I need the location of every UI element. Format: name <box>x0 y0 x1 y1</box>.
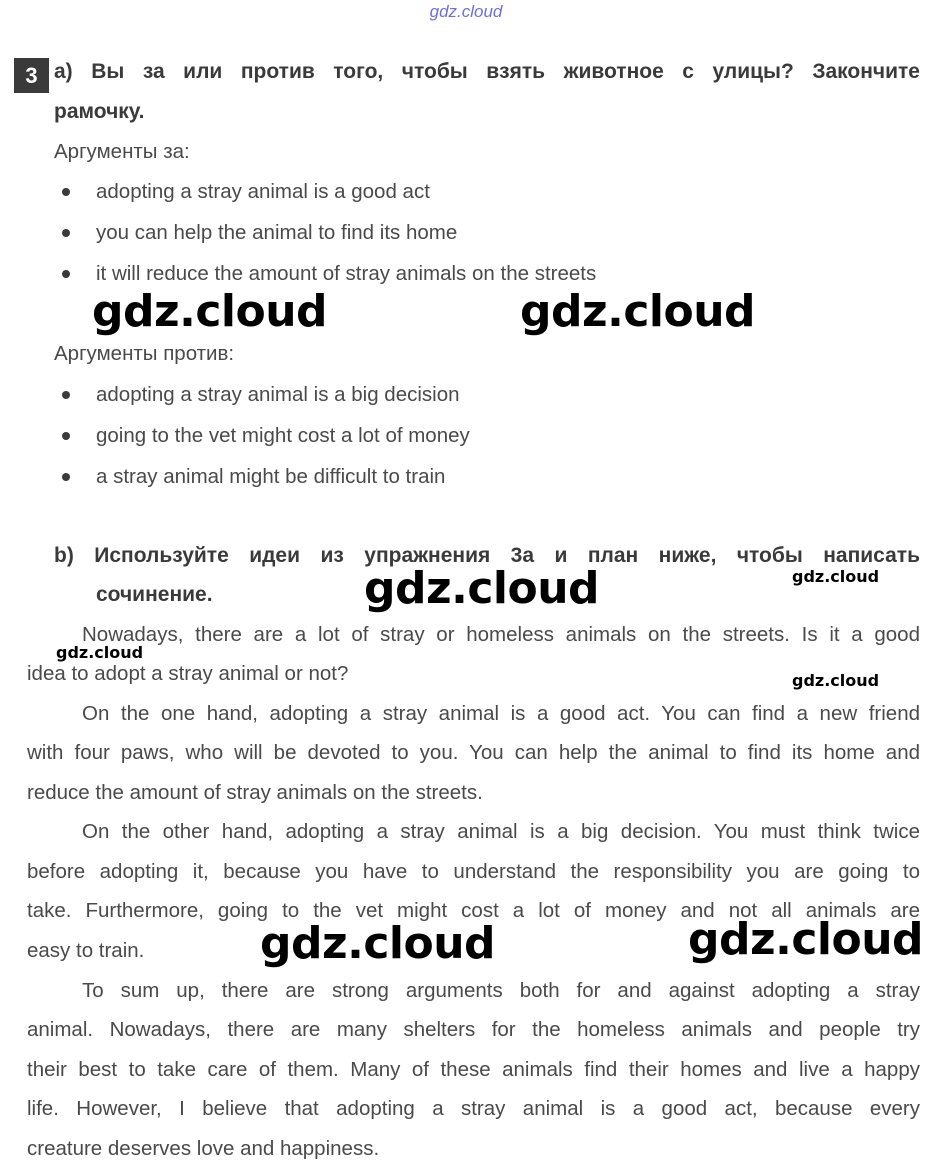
bullet-icon <box>62 229 70 237</box>
essay-line: reduce the amount of stray animals on the streets. <box>27 781 483 804</box>
essay-line: easy to train. <box>27 939 145 962</box>
bullet-icon <box>62 432 70 440</box>
part-a-task-line-1: a) Вы за или против того, чтобы взять животное с улицы? Закончите <box>54 60 920 83</box>
against-item: going to the vet might cost a lot of money <box>96 424 470 447</box>
bullet-icon <box>62 473 70 481</box>
watermark: gdz.cloud <box>792 567 880 586</box>
top-watermark: gdz.cloud <box>429 2 503 21</box>
essay-line: before adopting it, because you have to understand the responsibility you are going to <box>27 860 920 883</box>
watermark: gdz.cloud <box>688 914 924 965</box>
essay-line: idea to adopt a stray animal or not? <box>27 662 349 685</box>
against-heading: Аргументы против: <box>54 342 235 365</box>
part-b-task-line-2: сочинение. <box>96 583 213 606</box>
watermark: gdz.cloud <box>792 671 880 690</box>
for-item: you can help the animal to find its home <box>96 221 458 244</box>
essay-line: To sum up, there are strong arguments both for and against adopting a stray <box>82 979 920 1002</box>
against-item: a stray animal might be difficult to train <box>96 465 446 488</box>
for-item: adopting a stray animal is a good act <box>96 180 430 203</box>
part-b-task-line-1: b) Используйте идеи из упражнения 3a и план ниже, чтобы написать <box>54 544 920 567</box>
bullet-icon <box>62 188 70 196</box>
against-item: adopting a stray animal is a big decision <box>96 383 460 406</box>
watermark: gdz.cloud <box>260 918 496 969</box>
bullet-icon <box>62 270 70 278</box>
essay-line: with four paws, who will be devoted to you. You can help the animal to find its home and <box>27 741 920 764</box>
watermark: gdz.cloud <box>92 286 328 337</box>
essay-line: take. Furthermore, going to the vet might cost a lot of money and not all animals are <box>27 899 920 922</box>
for-heading: Аргументы за: <box>54 140 190 163</box>
essay-line: creature deserves love and happiness. <box>27 1137 380 1160</box>
essay-line: life. However, I believe that adopting a stray animal is a good act, because every <box>27 1097 920 1120</box>
exercise-number-badge: 3 <box>14 58 49 93</box>
essay-line: animal. Nowadays, there are many shelters for the homeless animals and people try <box>27 1018 920 1041</box>
part-a-task-line-2: рамочку. <box>54 100 145 123</box>
watermark: gdz.cloud <box>56 643 144 662</box>
bullet-icon <box>62 391 70 399</box>
essay-line: their best to take care of them. Many of these animals find their homes and live a happy <box>27 1058 920 1081</box>
watermark: gdz.cloud <box>520 286 756 337</box>
essay-line: Nowadays, there are a lot of stray or homeless animals on the streets. Is it a good <box>82 623 920 646</box>
for-item: it will reduce the amount of stray animals on the streets <box>96 262 597 285</box>
watermark: gdz.cloud <box>364 563 600 614</box>
essay-line: On the one hand, adopting a stray animal is a good act. You can find a new friend <box>82 702 920 725</box>
essay-line: On the other hand, adopting a stray animal is a big decision. You must think twice <box>82 820 920 843</box>
